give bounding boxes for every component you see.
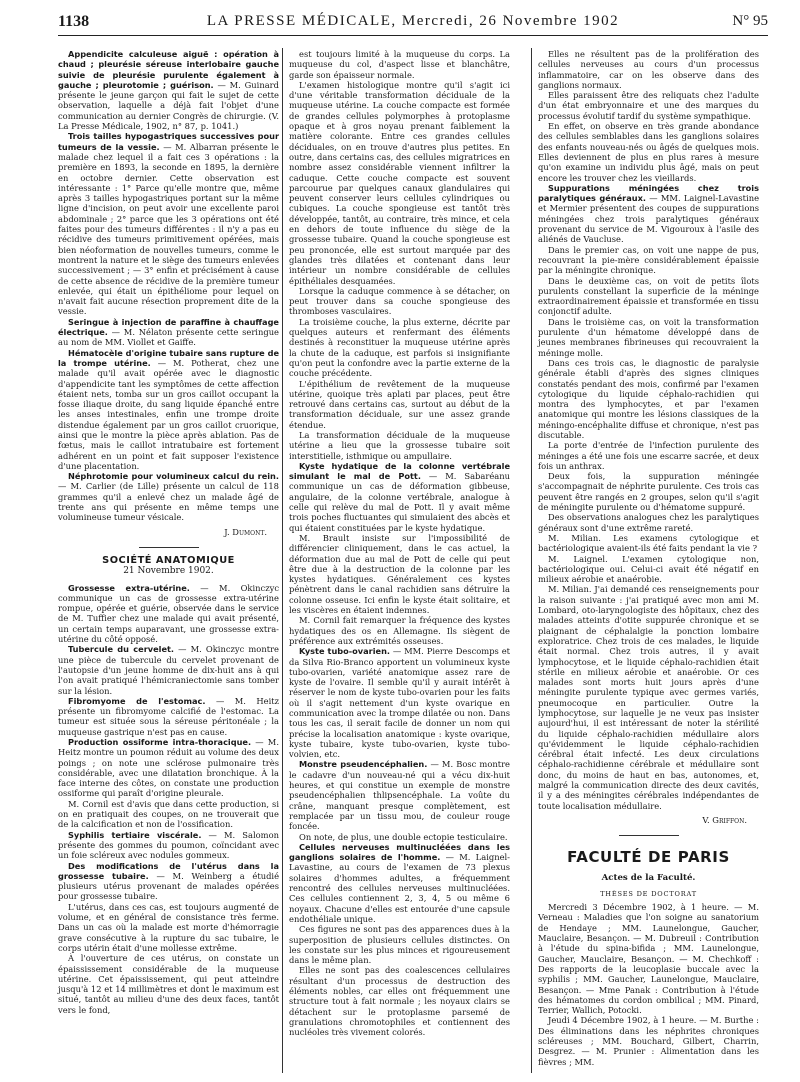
- article-text: La troisième couche, la plus externe, décrite par quelques auteurs et renfermant des éléments destinés à reconstituer la muqueuse utérine après la chute de la caduque, est parfois si insignifiante qu'on peut la confondre avec la partie externe de la couche précédente.: [289, 316, 510, 379]
- article-text: En effet, on observe en très grande abondance des cellules semblables dans les ganglions solaires des enfants nouveau-nés ou âgés de quelques mois. Elles deviennent de plus en plus rares à mesure qu'on examine un individu plus âgé, mais on peut encore les trouver chez les vieillards.: [538, 121, 759, 183]
- paragraph: [538, 90, 759, 121]
- article-text: Elles paraissent être des reliquats chez l'adulte d'un état embryonnaire et une des marques du processus évolutif tardif du système sympathique.: [538, 90, 759, 121]
- article-text: Dans le deuxième cas, on voit de petits îlots purulents constellant la superficie de la méninge extraordinairement épaissie et transformée en tissu conjonctif adulte.: [538, 275, 759, 317]
- section-date: 21 Novembre 1902.: [123, 566, 214, 577]
- article-text: À l'ouverture de ces utérus, on constate un épaississement considérable de la muqueuse utérine. Cet épaississement, qui peut atteindre jusqu'à 12 et 14 millimètres et dont le maximum est situé, tantôt au milieu d'une des deux faces, tantôt vers le fond,: [58, 953, 279, 1015]
- article-list: [538, 49, 759, 811]
- article-title: Hématocèle d'origine tubaire sans rupture de la trompe utérine.: [58, 347, 280, 368]
- paragraph: [58, 348, 279, 472]
- article-title: Trois tailles hypogastriques successives pour tumeurs de la vessie.: [58, 131, 279, 152]
- thesis-entry: Jeudi 4 Décembre 1902, à 1 heure. — M. Burthe : Des éliminations dans les néphrites chroniques scléreuses ; MM. Bouchard, Gilbert, Charrin, Desgrez. — M. Prunier : Alimentation dans les fièvres ; MM.: [538, 1015, 759, 1067]
- paragraph: [58, 644, 279, 695]
- article-title: Suppurations méningées chez trois paralytiques généraux.: [538, 182, 759, 204]
- paragraph: [538, 245, 759, 276]
- paragraph: [58, 49, 279, 131]
- article-title: Monstre pseudencéphalien.: [299, 759, 428, 770]
- article-text: — M. Okinczyc communique un cas de grossesse extra-utérine rompue, opérée et guérie, observée dans le service de M. Tuffier chez une malade qui avait présenté, un certain temps auparavant, une grossesse extra-utérine du côté opposé.: [58, 582, 279, 645]
- article-title: Appendicite calculeuse aiguë : opération à chaud ; pleurésie séreuse interlobaire gauche suivie de pleurésie purulente également à gauche ; pleurotomie ; guérison.: [58, 49, 279, 90]
- paragraph: [289, 533, 510, 615]
- paragraph: [289, 615, 510, 646]
- section-title: SOCIÉTÉ ANATOMIQUE: [102, 554, 235, 566]
- paragraph: [289, 461, 510, 533]
- paragraph: [538, 121, 759, 183]
- article-text: M. Laignel. L'examen cytologique non, bactériologique oui. Celui-ci avait été négatif en milieux aérobie et anaérobie.: [538, 553, 759, 585]
- paragraph: [58, 953, 279, 1015]
- article-title: Syphilis tertiaire viscérale.: [68, 829, 202, 840]
- paragraph: [58, 902, 279, 953]
- paragraph: [538, 317, 759, 358]
- article-title: Tubercule du cervelet.: [68, 644, 175, 655]
- article-title: Seringue à injection de paraffine à chauffage électrique.: [58, 316, 279, 338]
- paragraph: [58, 471, 279, 522]
- paragraph: [289, 379, 510, 430]
- article-text: — M. Heitz présente un fibromyome calcifié de l'estomac. La tumeur est située sous la séreuse péritonéale ; la muqueuse gastrique n'est pas en cause.: [58, 695, 280, 737]
- paragraph: [538, 49, 759, 90]
- article-text: L'examen histologique montre qu'il s'agit ici d'une véritable transformation déciduale de la muqueuse utérine. La couche compacte est formée de grandes cellules polymorphes à protoplasme opaque et à gros noyau prenant faiblement la matière colorante. Entre ces grandes cellules déciduales, on en trouve d'autres plus petites. En outre, dans certains cas, des cellules migratrices en nombre assez considérable viennent infiltrer la caduque. Cette couche compacte est souvent parcourue par quelques canaux glandulaires qui peuvent conserver leurs cellules cylindriques ou cubiques. La couche spongieuse est tantôt très développée, tantôt, au contraire, très mince, et cela en dehors de toute influence du siège de la grossesse tubaire. Quand la couche spongieuse est peu prononcée, elle est surtout marquée par des glandes très dilatées et contenant dans leur intérieur un nombre considérable de cellules épithéliales desquamées.: [289, 79, 510, 286]
- faculty-title: FACULTÉ DE PARIS: [567, 848, 730, 867]
- paragraph: [538, 584, 759, 811]
- article-text: M. Cornil est d'avis que dans cette production, si on en pratiquait des coupes, on ne trouverait que de la calcification et non de l'ossification.: [58, 798, 279, 830]
- article-text: — M. Guinard présente le jeune garçon qui fait le sujet de cette observation, laquelle a déjà fait l'objet d'une communication au dernier Congrès de chirurgie. (V. La Presse Médicale, 1902, n° 87, p. 1041.): [58, 79, 279, 132]
- paragraph: [58, 131, 279, 316]
- article-text: — M. Albarran présente le malade chez lequel il a fait ces 3 opérations : la première en 1893, la seconde en 1895, la dernière en octobre dernier. Cette observation est intéressante : 1° Parce qu'elle montre que, même après 3 tailles hypogastriques portant sur la même ligne d'incision, on peut avoir une excellente paroi abdominale ; 2° parce que les 3 opérations ont été faites pour des tumeurs différentes : il n'y a pas eu récidive des tumeurs primitivement opérées, mais bien néoformation de nouvelles tumeurs, comme le montrent la nature et le siège des tumeurs enlevées successivement ; — 3° enfin et précisément à cause de cette absence de récidive de la première tumeur enlevée, qui était un épithéliome pour lequel on n'avait fait aucune résection proprement dite de la vessie.: [58, 141, 279, 317]
- article-title: Néphrotomie pour volumineux calcul du rein.: [68, 471, 279, 482]
- paragraph: [538, 183, 759, 245]
- theses-heading: THÈSES DE DOCTORAT: [600, 889, 697, 898]
- paragraph: [289, 317, 510, 379]
- article-list: [58, 583, 279, 1015]
- article-text: La transformation déciduale de la muqueuse utérine a lieu que la grossesse tubaire soit interstitielle, isthmique ou ampullaire.: [289, 429, 510, 461]
- article-text: — M. Potherat, chez une malade qu'il avait opérée avec le diagnostic d'appendicite tant les symptômes de cette affection étaient nets, tomba sur un gros caillot occupant la fosse iliaque droite, du sang liquide épanché entre les anses intestinales, enfin une trompe droite distendue également par un gros caillot cruorique, ainsi que le montre la pièce après ablation. Pas de fœtus, mais le caillot intratubaire est fortement adhérent en un point et fait supposer l'existence d'une placentation.: [58, 357, 280, 471]
- paragraph: [538, 358, 759, 440]
- article-text: — M. Carlier (de Lille) présente un calcul de 118 grammes qu'il a enlevé chez un malade âgé de trente ans qui présente en même temps une volumineuse tumeur vésicale.: [58, 481, 279, 523]
- article-title: Des modifications de l'utérus dans la grossesse tubaire.: [58, 860, 279, 881]
- paragraph: [538, 440, 759, 471]
- article-text: M. Brault insiste sur l'impossibilité de différencier cliniquement, dans le cas actuel, la déformation due au mal de Pott de celle qui peut être due à la destruction de la colonne par les kystes hydatiques. Généralement ces kystes pénètrent dans le canal rachidien sans détruire la colonne osseuse. Ici enfin le kyste était solitaire, et les viscères en étaient indemnes.: [289, 532, 510, 616]
- article-list: [289, 49, 510, 1038]
- theses-list: [538, 902, 759, 1067]
- article-text: La porte d'entrée de l'infection purulente des méninges a été une fois une escarre sacrée, et deux fois un anthrax.: [538, 440, 759, 471]
- article-text: — MM. Laignel-Lavastine et Mermier présentent des coupes de suppurations méningées chez trois paralytiques généraux provenant du service de M. Vigouroux à l'asile des aliénés de Vaucluse.: [538, 193, 760, 245]
- article-text: M. Cornil fait remarquer la fréquence des kystes hydatiques des os en Allemagne. Ils siègent de préférence aux extrémités osseuses.: [289, 615, 510, 646]
- article-text: — M. Bosc montre le cadavre d'un nouveau-né qui a vécu dix-huit heures, et qui constitue un exemple de monstre pseudencéphalien thlipsencéphale. La voûte du crâne, manquant presque complètement, est remplacée par un tissu mou, de couleur rouge foncée.: [289, 759, 510, 832]
- column-divider: [282, 48, 283, 1073]
- article-text: — M. Nélaton présente cette seringue au nom de MM. Viollet et Gaiffe.: [58, 327, 279, 348]
- paragraph: [58, 317, 279, 348]
- thesis-entry: Mercredi 3 Décembre 1902, à 1 heure. — M. Verneau : Maladies que l'on soigne au sanatorium de Hendaye ; MM. Launelongue, Gaucher, Mauclaire, Besançon. — M. Dubreuil : Contribution à l'étude du spina-bifida ; MM. Launelongue, Gaucher, Mauclaire, Besançon. — M. Chechkoff : Des rapports de la leucoplasie buccale avec la syphilis ; MM. Gaucher, Launelongue, Mauclaire, Besançon. — Mme Panak : Contribution à l'étude des hématomes du cordon ombilical ; MM. Pinard, Terrier, Wallich, Potocki.: [538, 902, 759, 1016]
- signature: V. Griffon.: [702, 814, 747, 825]
- paragraph: [538, 533, 759, 554]
- paragraph: [58, 696, 279, 737]
- article-text: Des observations analogues chez les paralytiques généraux sont d'une extrême rareté.: [538, 512, 759, 533]
- article-text: — M. Heitz montre un poumon réduit au volume des deux poings ; on note une sclérose pulmonaire très considérable, avec une dilatation bronchique. À la face interne des côtes, on constate une production ossiforme qui paraît d'origine pleurale.: [58, 737, 279, 799]
- article-text: — MM. Pierre Descomps et da Silva Rio-Branco apportent un volumineux kyste tubo-ovarien, variété anatomique assez rare de kyste de l'ovaire. Il semble qu'il y aurait intérêt à réserver le nom de kyste tubo-ovarien pour les faits où il s'agit nettement d'un kyste ovarique en communication avec la trompe dilatée ou non. Dans tous les cas, il serait facile de donner un nom qui précise la localisation anatomique : kyste ovarique, kyste tubaire, kyste tubo-ovarien, kyste tubo-volvien, etc.: [289, 646, 510, 760]
- article-text: M. Milian. Les examens cytologique et bactériologique avaient-ils été faits pendant la vie ?: [538, 532, 759, 554]
- paragraph: [289, 832, 510, 842]
- journal-title: LA PRESSE MÉDICALE, Mercredi, 26 Novembre 1902: [206, 13, 620, 29]
- article-text: Dans ces trois cas, le diagnostic de paralysie générale établi d'après des signes cliniques constatés pendant des mois, confirmé par l'examen cytologique du liquide céphalo-rachidien qui montra des lymphocytes, et par l'examen anatomique qui montre les lésions classiques de la méningo-encéphalite diffuse et chronique, n'est pas discutable.: [538, 357, 759, 440]
- article-text: est toujours limité à la muqueuse du corps. La muqueuse du col, d'aspect lisse et blanchâtre, garde son épaisseur normale.: [289, 49, 510, 80]
- paragraph: [289, 924, 510, 965]
- paragraph: [538, 554, 759, 585]
- signature: J. Dumont.: [224, 526, 267, 537]
- paragraph: [289, 49, 510, 80]
- paragraph: [58, 830, 279, 861]
- column-1: [58, 49, 279, 1015]
- paragraph: [58, 861, 279, 902]
- article-text: Dans le troisième cas, on voit la transformation purulente d'un hématome développé dans de jeunes membranes fibrineuses qui recouvraient la méninge molle.: [538, 316, 759, 358]
- article-text: Elles ne résultent pas de la prolifération des cellules nerveuses au cours d'un processus inflammatoire, car on les observe dans des ganglions normaux.: [538, 49, 759, 90]
- article-text: L'épithélium de revêtement de la muqueuse utérine, quoique très aplati par places, peut être retrouvé dans certains cas, surtout au début de la transformation déciduale, sur une assez grande étendue.: [289, 378, 510, 430]
- column-2: [289, 49, 510, 1038]
- article-text: Dans le premier cas, on voit une nappe de pus, recouvrant la pie-mère considérablement épaissie par la méningite chronique.: [538, 244, 759, 276]
- article-text: M. Milian. J'ai demandé ces renseignements pour la raison suivante : j'ai pratiqué avec mon ami M. Lombard, oto-laryngologiste des hôpitaux, chez des malades atteints d'otite suppurée chronique et se plaignant de céphalalgie la ponction lombaire exploratrice. Chez trois de ces malades, le liquide était normal. Chez trois autres, il y avait lymphocytose, et le liquide céphalo-rachidien était stérile en milieux aérobie et anaérobie. Or ces malades sont morts huit jours après d'une méningite purulente typique avec germes variés, pneumocoque en particulier. Outre la lymphocytose, sur laquelle je ne veux pas insister aujourd'hui, il est intéressant de noter la stérilité du liquide céphalo-rachidien médullaire alors qu'évidemment le liquide céphalo-rachidien cérébral était infecté. Les deux circulations céphalo-rachidienne cérébrale et médullaire sont donc, du moins de haut en bas, autonomes, et, malgré la communication directe des deux cavités, il y a des méningites cérébrales indépendantes de toute localisation médullaire.: [538, 584, 759, 811]
- paragraph: [58, 799, 279, 830]
- paragraph: [289, 759, 510, 831]
- article-text: On note, de plus, une double ectopie testiculaire.: [299, 831, 508, 842]
- paragraph: [538, 471, 759, 512]
- article-title: Kyste hydatique de la colonne vertébrale simulant le mal de Pott.: [289, 460, 510, 482]
- paragraph: [289, 430, 510, 461]
- article-text: — M. Sabaréanu communique un cas de déformation gibbeuse, angulaire, de la colonne vertébrale, analogue à celle qui relève du mal de Pott. Il y avait même trois poches fluctuantes qui simulaient des abcès et qui étaient constituées par le kyste hydatique.: [289, 471, 511, 533]
- article-title: Grossesse extra-utérine.: [68, 582, 190, 593]
- paragraph: [289, 286, 510, 317]
- paragraph: [289, 646, 510, 759]
- paragraph: [289, 965, 510, 1037]
- faculty-subtitle: Actes de la Faculté.: [601, 872, 696, 883]
- article-text: — M. Okinczyc montre une pièce de tubercule du cervelet provenant de l'autopsie d'un jeune homme de dix-huit ans à qui l'on avait pratiqué l'hémicraniectomie sans tomber sur la lésion.: [58, 644, 279, 696]
- article-text: Elles ne sont pas des coalescences cellulaires résultant d'un processus de destruction des éléments nobles, car elles ont fréquemment une structure tout à fait normale ; les noyaux clairs se détachent sur le protoplasme parsemé de granulations chromotophiles et contiennent des nucléoles très vivement colorés.: [289, 965, 510, 1038]
- article-text: — M. Laignel-Lavastine, au cours de l'examen de 73 plexus solaires d'hommes adultes, a fréquemment rencontré des cellules nerveuses multinucléées. Ces cellules contiennent 2, 3, 4, 5 ou même 6 noyaux. Chacune d'elles est entourée d'une capsule endothéliale unique.: [289, 852, 511, 924]
- article-title: Fibromyome de l'estomac.: [68, 695, 206, 706]
- paragraph: [58, 583, 279, 645]
- paragraph: [538, 276, 759, 317]
- article-text: Lorsque la caduque commence à se détacher, on peut trouver dans sa couche spongieuse des thromboses vasculaires.: [289, 285, 510, 317]
- article-text: L'utérus, dans ces cas, est toujours augmenté de volume, et en général de consistance très ferme. Dans un cas où la malade est morte d'hémorragie grave consécutive à la rupture du sac tubaire, le corps utérin était d'une mollesse extrême.: [58, 901, 279, 953]
- page-header: [58, 11, 768, 35]
- separator: [139, 547, 199, 548]
- paragraph: [289, 842, 510, 924]
- article-title: Production ossiforme intra-thoracique.: [68, 737, 252, 747]
- column-divider: [531, 48, 532, 1073]
- article-text: Deux fois, la suppuration méningée s'accompagnait de néphrite purulente. Ces trois cas peuvent être rangés en 2 groupes, selon qu'il s'agit de méningite purulente ou d'hématome suppuré.: [538, 471, 759, 513]
- article-title: Kyste tubo-ovarien.: [299, 646, 391, 657]
- issue-number: N° 95: [732, 13, 768, 29]
- column-3: [538, 49, 759, 1067]
- paragraph: [538, 512, 759, 533]
- article-text: — M. Weinberg a étudié plusieurs utérus provenant de malades opérées pour grossesse tubaire.: [58, 870, 280, 902]
- separator: [619, 835, 679, 836]
- header-rule: [58, 35, 768, 36]
- page-number: 1138: [58, 13, 90, 30]
- article-text: — M. Salomon présente des gommes du poumon, coïncidant avec un foie scléreux avec nodules gommeux.: [58, 829, 279, 861]
- paragraph: [58, 737, 279, 799]
- article-text: Ces figures ne sont pas des apparences dues à la superposition de plusieurs cellules distinctes. On les constate sur les plus minces et rigoureusement dans le même plan.: [289, 924, 510, 966]
- article-list: [58, 49, 279, 523]
- article-title: Cellules nerveuses multinucléées dans les ganglions solaires de l'homme.: [289, 841, 510, 863]
- paragraph: [289, 80, 510, 286]
